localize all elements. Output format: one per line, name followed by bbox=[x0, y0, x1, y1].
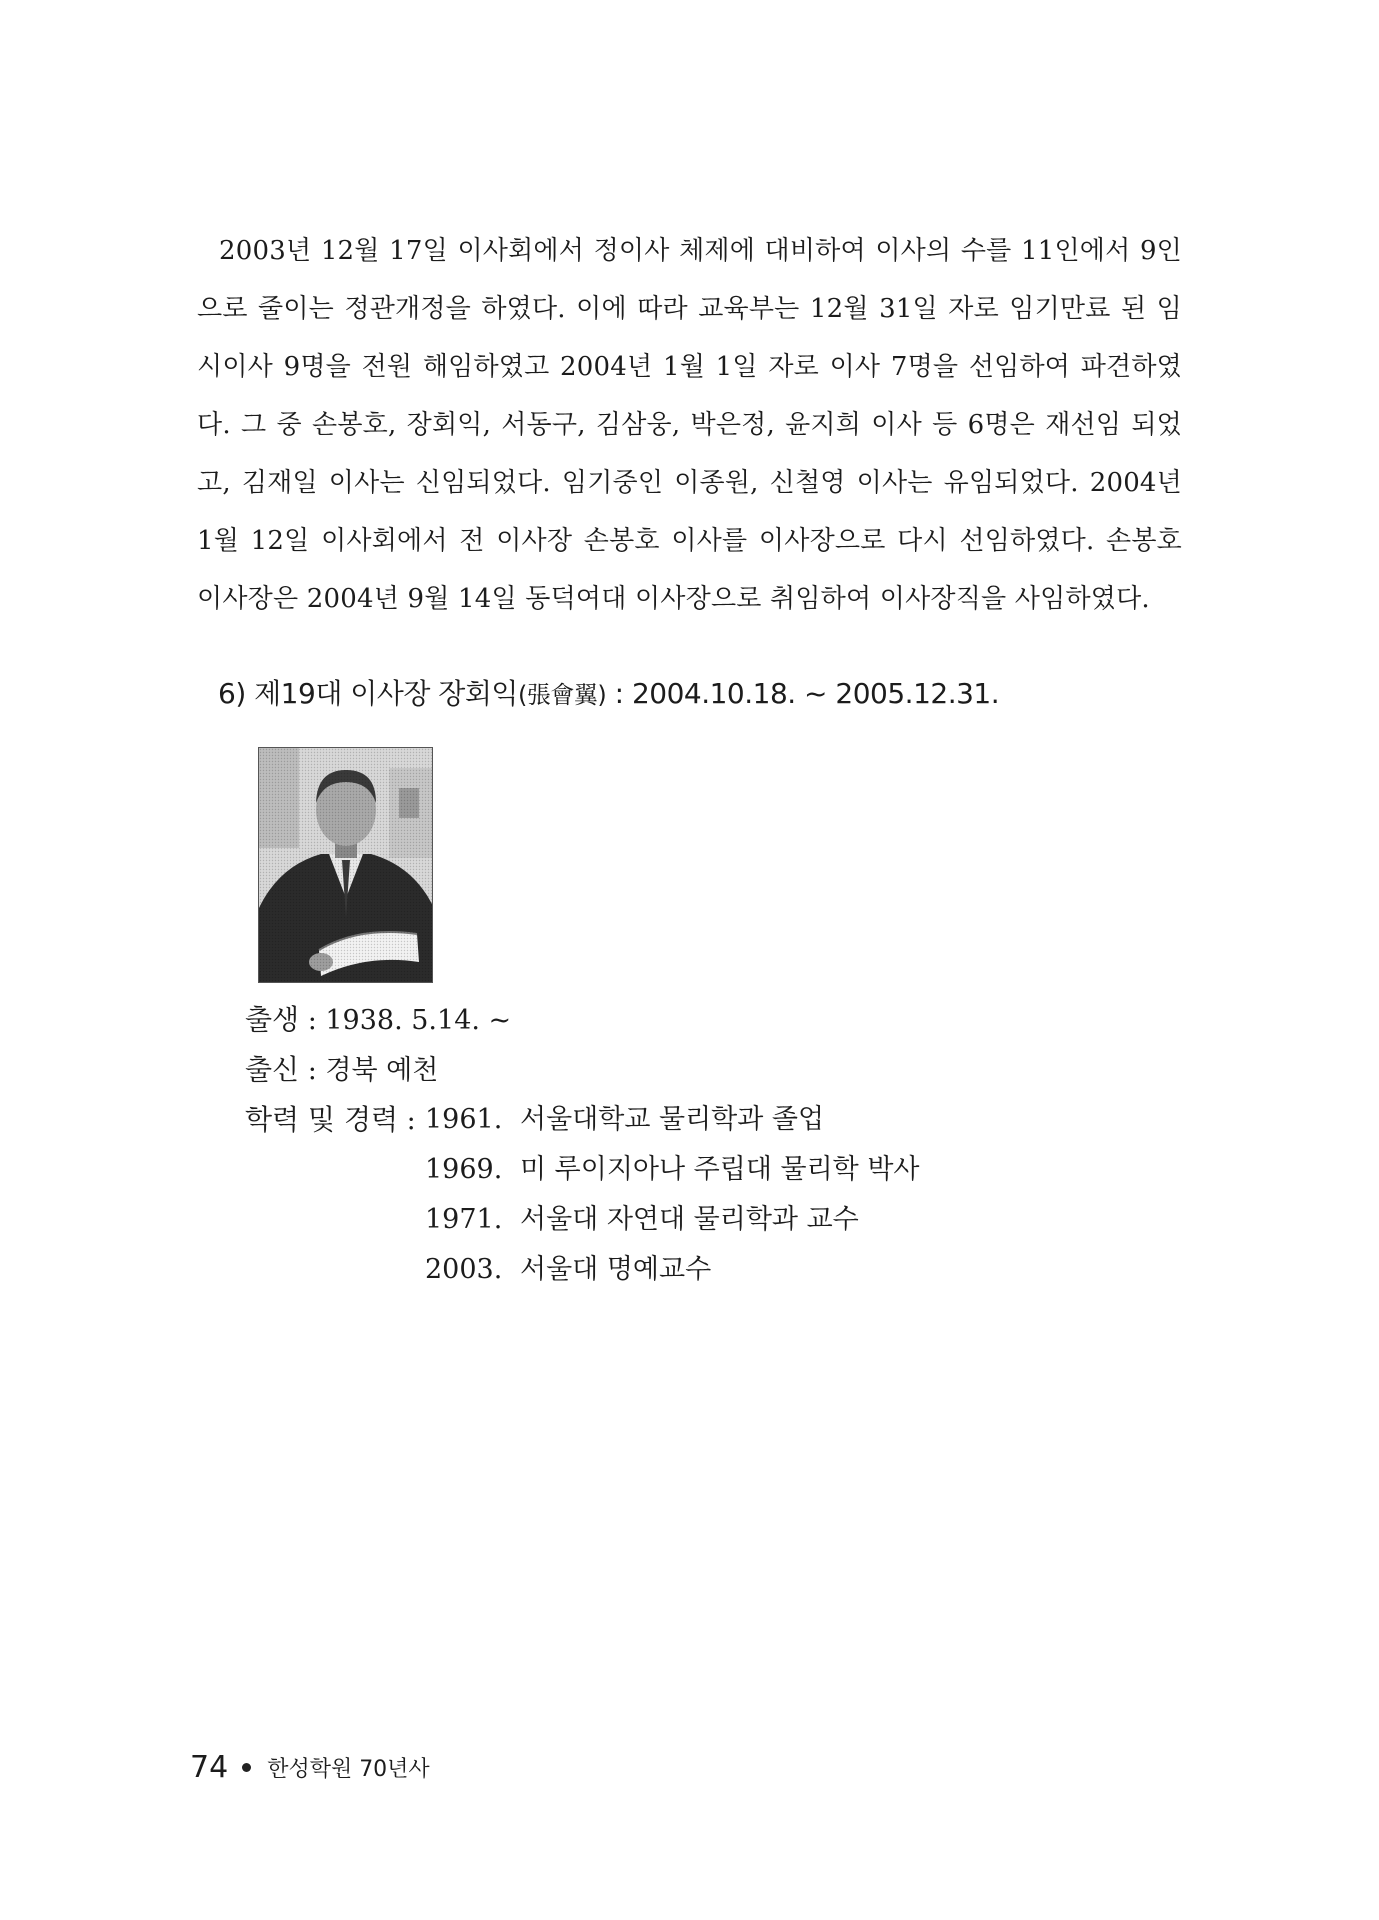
career-text: 서울대학교 물리학과 졸업 bbox=[520, 1104, 825, 1135]
section-heading-hanja: (張會翼) bbox=[517, 681, 607, 709]
portrait-photo bbox=[258, 747, 433, 983]
book-title: 한성학원 70년사 bbox=[267, 1757, 430, 1782]
career-label: 학력 및 경력 bbox=[245, 1103, 399, 1136]
career-label-row bbox=[245, 1100, 416, 1141]
origin-value: : 경북 예천 bbox=[299, 1055, 439, 1086]
career-separator: : bbox=[398, 1105, 416, 1136]
career-year: 1969. bbox=[425, 1154, 503, 1185]
career-text: 미 루이지아나 주립대 물리학 박사 bbox=[520, 1154, 920, 1185]
origin-row bbox=[245, 1050, 438, 1091]
portrait-illustration bbox=[259, 748, 433, 983]
body-paragraph: 2003년 12월 17일 이사회에서 정이사 체제에 대비하여 이사의 수를 11인에서 9인으로 줄이는 정관개정을 하였다. 이에 따라 교육부는 12월 31일 자로 임기만료 된 임시이사 9명을 전원 해임하였고 2004년 1월 1일 자로 이사 7명을 선임하여 파견하였다. 그 중 손봉호, 장회익, 서동구, 김삼웅, 박은정, 윤지희 이사 등 6명은 재선임 되었고, 김재일 이사는 신임되었다. 임기중인 이종원, 신철영 이사는 유임되었다. 2004년 1월 12일 이사회에서 전 이사장 손봉호 이사를 이사장으로 다시 선임하였다. 손봉호 이사장은 2004년 9월 14일 동덕여대 이사장으로 취임하여 이사장직을 사임하였다. bbox=[197, 236, 1182, 614]
career-year: 2003. bbox=[425, 1254, 503, 1285]
career-text: 서울대 명예교수 bbox=[520, 1254, 712, 1285]
career-year: 1971. bbox=[425, 1204, 503, 1235]
section-heading-term: : 2004.10.18. ~ 2005.12.31. bbox=[606, 677, 1000, 710]
birth-label: 출생 bbox=[245, 1003, 300, 1036]
bullet-icon bbox=[242, 1763, 251, 1772]
birth-row bbox=[245, 1000, 511, 1041]
section-heading-prefix: 6) 제19대 이사장 장회익 bbox=[218, 677, 518, 710]
career-year: 1961. bbox=[425, 1104, 503, 1135]
section-heading bbox=[218, 672, 999, 712]
birth-value: : 1938. 5.14. ~ bbox=[299, 1005, 512, 1036]
page-number: 74 bbox=[190, 1750, 229, 1785]
origin-label: 출신 bbox=[245, 1053, 300, 1086]
career-text: 서울대 자연대 물리학과 교수 bbox=[520, 1204, 859, 1235]
page-footer bbox=[190, 1750, 430, 1785]
